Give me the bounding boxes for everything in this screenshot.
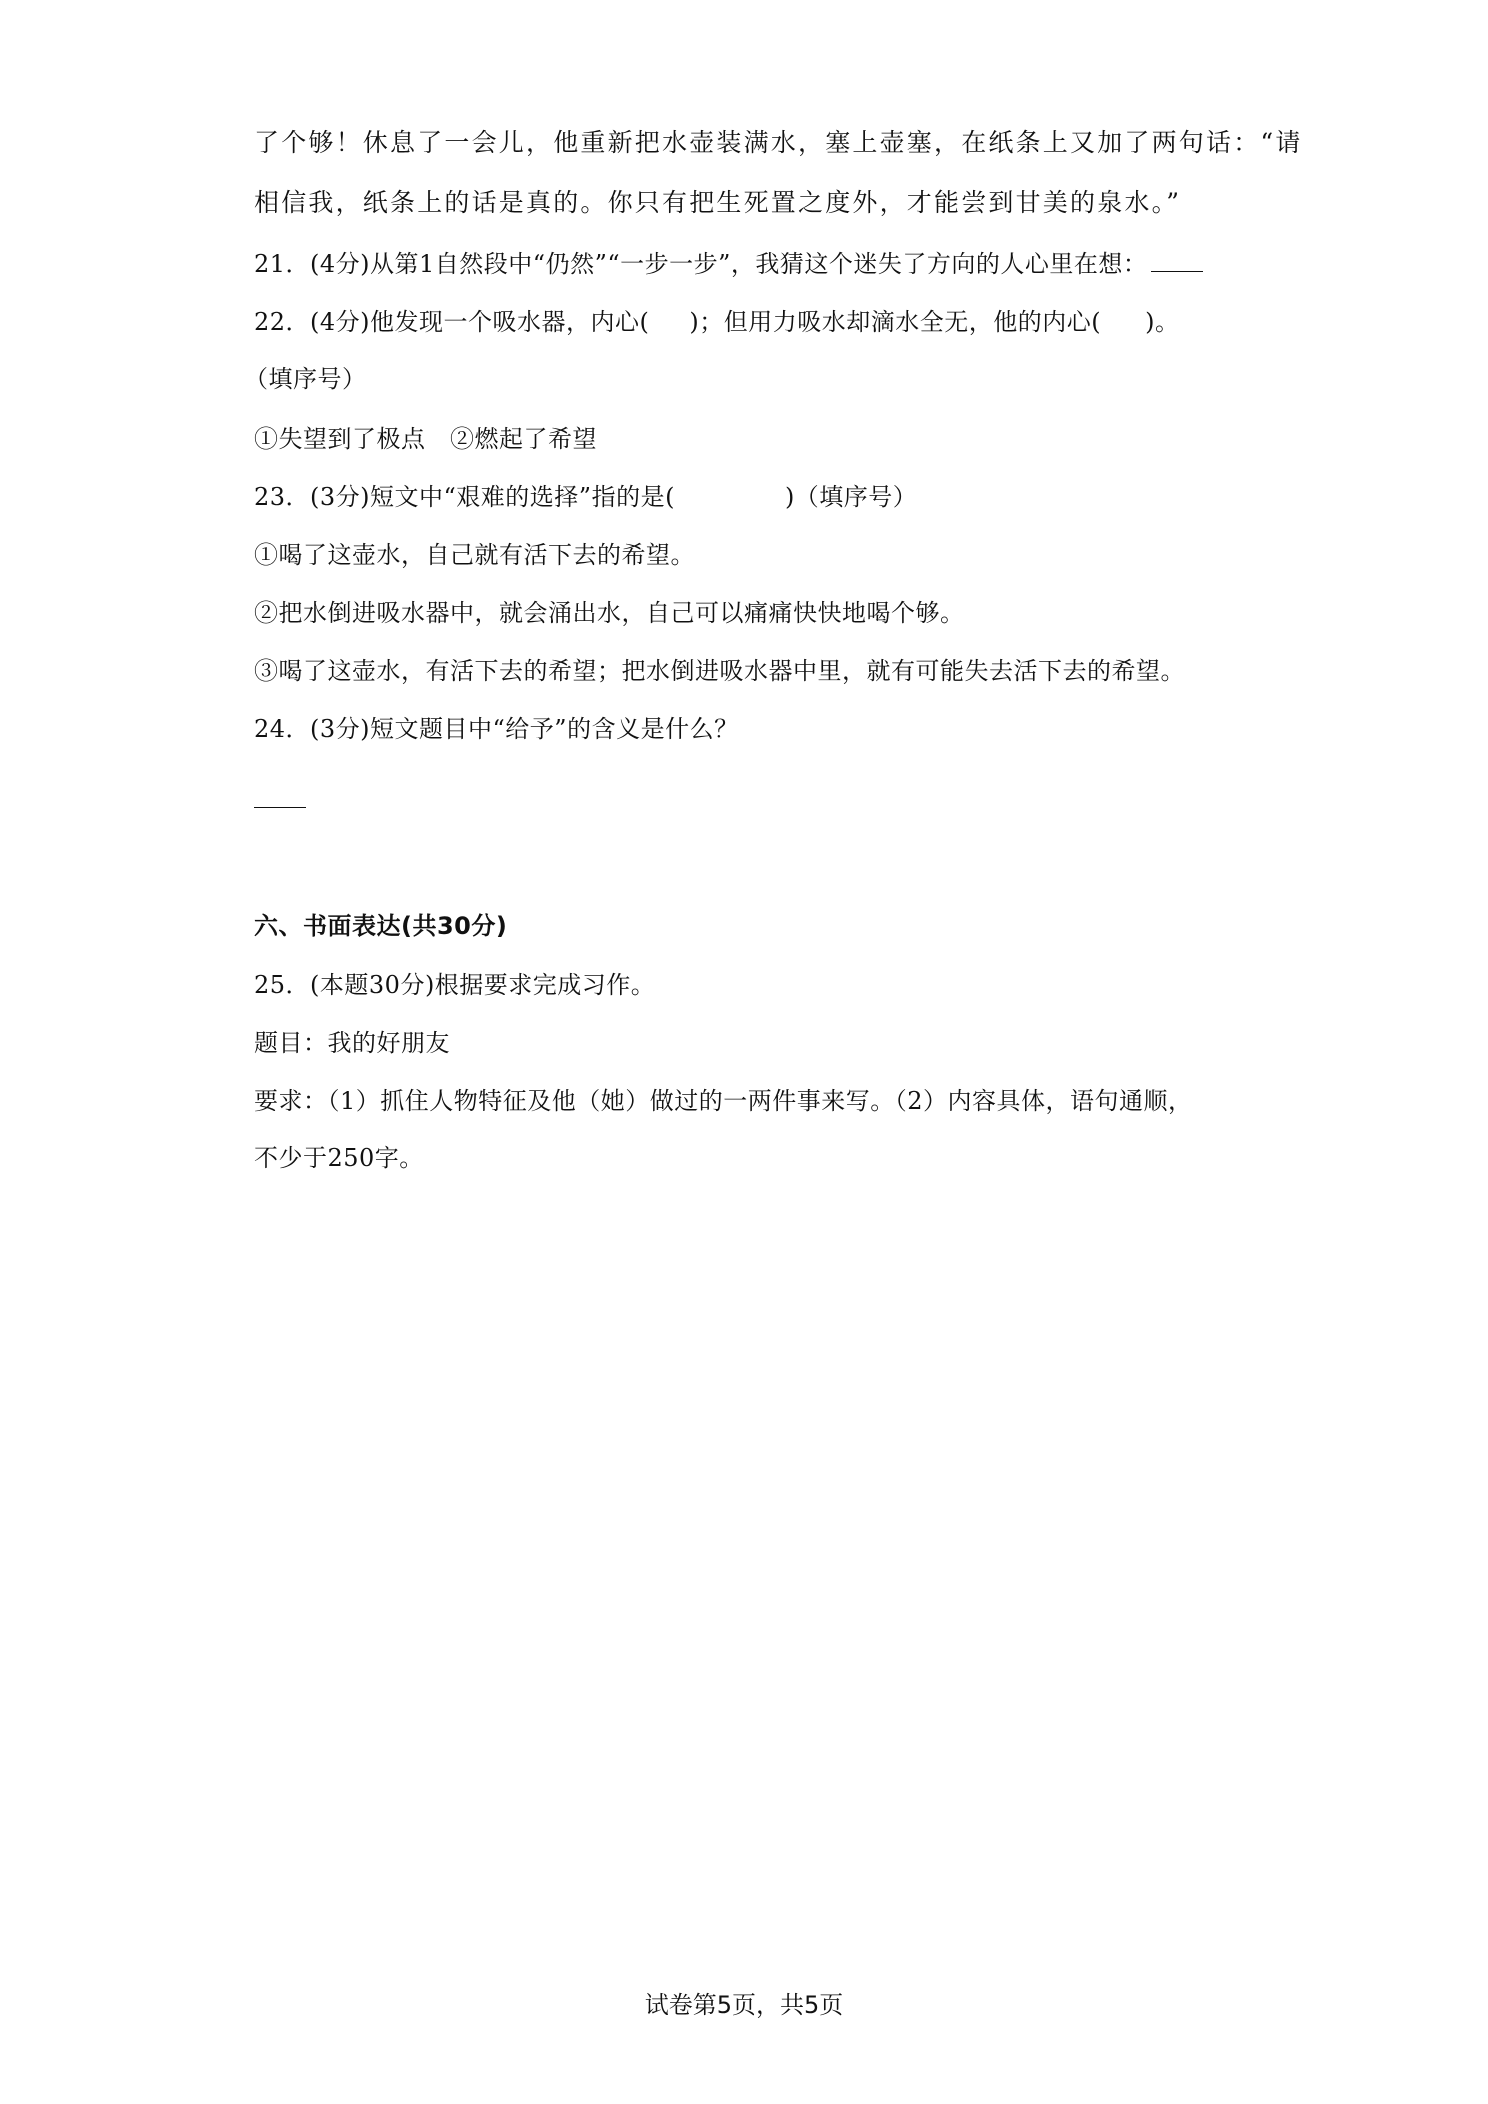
question-23-option-1: ①喝了这壶水，自己就有活下去的希望。 (254, 541, 695, 569)
question-23-option-2: ②把水倒进吸水器中，就会涌出水，自己可以痛痛快快地喝个够。 (254, 599, 965, 627)
question-21 (254, 249, 1203, 279)
question-24: 24．(3分)短文题目中“给予”的含义是什么？ (254, 715, 739, 743)
question-22 (254, 307, 1180, 337)
answer-blank[interactable] (1151, 253, 1203, 272)
question-22-part1: 22．(4分)他发现一个吸水器，内心( (254, 308, 650, 336)
essay-requirements-line-1: 要求：（1）抓住人物特征及他（她）做过的一两件事来写。（2）内容具体，语句通顺， (254, 1087, 1193, 1115)
page-footer: 试卷第5页，共5页 (644, 1991, 844, 2019)
essay-title: 题目：我的好朋友 (254, 1029, 450, 1057)
passage-line-1: 了个够！休息了一会儿，他重新把水壶装满水，塞上壶塞，在纸条上又加了两句话：“请 (254, 128, 1303, 157)
answer-blank[interactable] (254, 807, 306, 808)
question-22-options: ①失望到了极点 ②燃起了希望 (254, 425, 597, 453)
question-23 (254, 482, 917, 512)
essay-requirements-line-2: 不少于250字。 (254, 1144, 424, 1172)
question-22-part3: )。 (1145, 308, 1180, 336)
question-22-note: （填序号） (244, 365, 367, 393)
question-25: 25．(本题30分)根据要求完成习作。 (254, 971, 656, 999)
section-6-heading: 六、书面表达(共30分) (254, 912, 508, 940)
question-23-part2: )（填序号） (784, 483, 918, 511)
passage-line-2: 相信我，纸条上的话是真的。你只有把生死置之度外，才能尝到甘美的泉水。” (254, 188, 1182, 217)
question-23-part1: 23．(3分)短文中“艰难的选择”指的是( (254, 483, 675, 511)
question-21-text: 21．(4分)从第1自然段中“仍然”“一步一步”，我猜这个迷失了方向的人心里在想： (254, 250, 1148, 278)
question-23-option-3: ③喝了这壶水，有活下去的希望；把水倒进吸水器中里，就有可能失去活下去的希望。 (254, 657, 1185, 685)
question-22-part2: )；但用力吸水却滴水全无，他的内心( (689, 308, 1102, 336)
